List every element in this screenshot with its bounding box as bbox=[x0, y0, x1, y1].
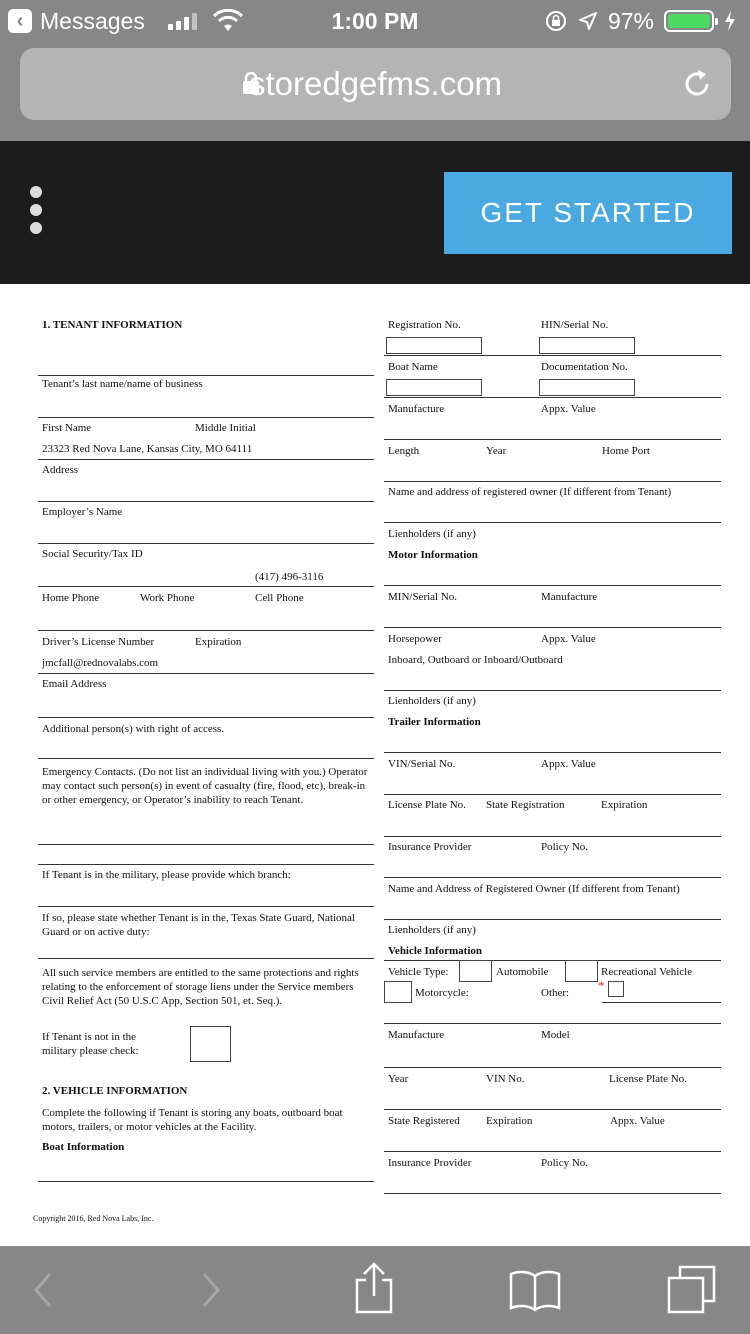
trailer-insurance-label: Insurance Provider bbox=[388, 841, 472, 853]
boat-info-heading: Boat Information bbox=[42, 1141, 125, 1153]
vehicle-policy-label: Policy No. bbox=[541, 1157, 589, 1169]
vehicle-type-label: Vehicle Type: bbox=[388, 966, 449, 978]
not-military-checkbox[interactable] bbox=[190, 1026, 231, 1062]
battery-icon bbox=[664, 10, 714, 32]
address-label: Address bbox=[42, 464, 79, 476]
email-label: Email Address bbox=[42, 678, 107, 690]
tabs-icon[interactable] bbox=[666, 1264, 718, 1316]
registered-owner-2-label: Name and Address of Registered Owner (If different from Tenant) bbox=[388, 883, 680, 895]
boat-lienholders-label: Lienholders (if any) bbox=[388, 528, 476, 540]
divider bbox=[38, 375, 374, 376]
divider bbox=[38, 958, 374, 959]
length-label: Length bbox=[388, 445, 420, 457]
back-icon[interactable] bbox=[30, 1266, 56, 1314]
back-app-label: Messages bbox=[40, 8, 145, 34]
first-name-label: First Name bbox=[42, 422, 92, 434]
emergency-contacts-text: Emergency Contacts. (Do not list an individual living with you.) Operator may contact such person(s) in event of casualty (fire, flood, etc), break-in or other emergency, or Operator’s inability to reach Tenant. bbox=[42, 766, 368, 806]
motor-value-label: Appx. Value bbox=[541, 633, 596, 645]
address-bar[interactable] bbox=[20, 48, 731, 120]
min-serial-label: MIN/Serial No. bbox=[388, 591, 458, 603]
bookmarks-icon[interactable] bbox=[508, 1268, 562, 1312]
vehicle-intro-text: Complete the following if Tenant is storing any boats, outboard boat motors, trailers, or motor vehicles at the Facility. bbox=[42, 1107, 343, 1133]
vehicle-license-plate-label: License Plate No. bbox=[609, 1073, 687, 1085]
state-registration-label: State Registration bbox=[486, 799, 565, 811]
registered-owner-label: Name and address of registered owner (If different from Tenant) bbox=[388, 486, 672, 498]
vehicle-section-heading: 2. VEHICLE INFORMATION bbox=[42, 1085, 188, 1097]
boat-value-label: Appx. Value bbox=[541, 403, 596, 415]
browser-toolbar bbox=[0, 1246, 750, 1334]
divider bbox=[384, 1067, 721, 1068]
divider bbox=[38, 543, 374, 544]
trailer-expiration-label: Expiration bbox=[601, 799, 648, 811]
registration-input[interactable] bbox=[386, 337, 482, 354]
divider bbox=[384, 836, 721, 837]
vehicle-expiration-label: Expiration bbox=[486, 1115, 533, 1127]
vehicle-year-label: Year bbox=[388, 1073, 409, 1085]
divider bbox=[384, 1023, 721, 1024]
vehicle-manufacture-label: Manufacture bbox=[388, 1029, 445, 1041]
divider bbox=[38, 1181, 374, 1182]
divider bbox=[384, 752, 721, 753]
ssn-label: Social Security/Tax ID bbox=[42, 548, 143, 560]
vehicle-info-heading: Vehicle Information bbox=[388, 945, 483, 957]
last-name-label: Tenant’s last name/name of business bbox=[42, 378, 203, 390]
trailer-lienholders-label: Lienholders (if any) bbox=[388, 924, 476, 936]
divider bbox=[384, 877, 721, 878]
forward-icon[interactable] bbox=[198, 1266, 224, 1314]
horsepower-label: Horsepower bbox=[388, 633, 442, 645]
address-value[interactable]: 23323 Red Nova Lane, Kansas City, MO 64111 bbox=[42, 443, 253, 455]
battery-percent: 97% bbox=[607, 8, 654, 34]
url-text: storedgefms.com bbox=[248, 65, 503, 102]
trailer-info-heading: Trailer Information bbox=[388, 716, 481, 728]
divider bbox=[384, 439, 721, 440]
registration-label: Registration No. bbox=[388, 319, 461, 331]
divider bbox=[384, 585, 721, 586]
model-label: Model bbox=[541, 1029, 570, 1041]
share-icon[interactable] bbox=[352, 1262, 396, 1314]
documentation-input[interactable] bbox=[539, 379, 635, 396]
recreational-small-checkbox[interactable] bbox=[608, 981, 624, 997]
charging-icon bbox=[724, 11, 736, 31]
inboard-label: Inboard, Outboard or Inboard/Outboard bbox=[388, 654, 563, 666]
motor-info-heading: Motor Information bbox=[388, 549, 478, 561]
divider bbox=[384, 397, 721, 398]
site-header bbox=[0, 141, 750, 284]
license-expiration-label: Expiration bbox=[195, 636, 242, 648]
divider bbox=[384, 1109, 721, 1110]
motorcycle-checkbox[interactable] bbox=[384, 981, 412, 1003]
trailer-policy-label: Policy No. bbox=[541, 841, 589, 853]
home-phone-label: Home Phone bbox=[42, 592, 100, 604]
email-value[interactable]: jmcfall@rednovalabs.com bbox=[42, 657, 159, 669]
divider bbox=[384, 481, 721, 482]
divider bbox=[38, 459, 374, 460]
boat-name-input[interactable] bbox=[386, 379, 482, 396]
license-label: Driver’s License Number bbox=[42, 636, 155, 648]
boat-manufacture-label: Manufacture bbox=[388, 403, 445, 415]
browser-chrome bbox=[0, 0, 750, 141]
additional-access-label: Additional person(s) with right of access. bbox=[42, 723, 225, 735]
divider bbox=[38, 673, 374, 674]
divider bbox=[384, 1151, 721, 1152]
cell-phone-value[interactable]: (417) 496-3116 bbox=[255, 571, 324, 583]
automobile-label: Automobile bbox=[496, 966, 549, 978]
trailer-value-label: Appx. Value bbox=[541, 758, 596, 770]
cell-phone-label: Cell Phone bbox=[255, 592, 304, 604]
service-members-text: All such service members are entitled to the same protections and rights relating to the enforcement of storage liens under the Service members Civil Relief Act (50 U.S.C App, Section 501, et. Seq.). bbox=[42, 967, 359, 1007]
status-right bbox=[544, 6, 736, 36]
divider bbox=[38, 864, 374, 865]
chevron-left-icon: ‹ bbox=[8, 9, 32, 33]
divider bbox=[38, 844, 374, 845]
middle-initial-label: Middle Initial bbox=[195, 422, 256, 434]
boat-name-label: Boat Name bbox=[388, 361, 438, 373]
not-military-label: If Tenant is not in the military please check: bbox=[42, 1031, 139, 1057]
divider bbox=[384, 1193, 721, 1194]
employer-label: Employer’s Name bbox=[42, 506, 123, 518]
divider bbox=[384, 960, 721, 961]
divider bbox=[38, 906, 374, 907]
documentation-label: Documentation No. bbox=[541, 361, 628, 373]
required-asterisk: * bbox=[598, 978, 605, 993]
clock: 1:00 PM bbox=[331, 8, 419, 34]
copyright: Copyright 2016, Red Nova Labs, Inc. bbox=[33, 1214, 154, 1223]
lease-form-document bbox=[0, 284, 750, 1246]
divider bbox=[38, 417, 374, 418]
divider bbox=[38, 586, 374, 587]
vehicle-insurance-label: Insurance Provider bbox=[388, 1157, 472, 1169]
automobile-checkbox[interactable] bbox=[459, 960, 492, 982]
recreational-label: Recreational Vehicle bbox=[601, 966, 693, 978]
get-started-button[interactable]: GET STARTED bbox=[444, 172, 732, 254]
divider bbox=[38, 630, 374, 631]
divider bbox=[384, 794, 721, 795]
divider bbox=[384, 355, 721, 356]
divider bbox=[38, 501, 374, 502]
divider bbox=[384, 919, 721, 920]
vin-no-label: VIN No. bbox=[486, 1073, 525, 1085]
hin-input[interactable] bbox=[539, 337, 635, 354]
vehicle-value-label: Appx. Value bbox=[610, 1115, 665, 1127]
reload-icon[interactable] bbox=[681, 68, 713, 100]
other-underline bbox=[602, 1002, 721, 1003]
motor-lienholders-label: Lienholders (if any) bbox=[388, 695, 476, 707]
location-icon bbox=[578, 11, 598, 31]
military-branch-label: If Tenant is in the military, please provide which branch: bbox=[42, 869, 291, 881]
home-port-label: Home Port bbox=[602, 445, 650, 457]
tenant-section-heading: 1. TENANT INFORMATION bbox=[42, 319, 183, 331]
license-plate-label: License Plate No. bbox=[388, 799, 466, 811]
divider bbox=[38, 717, 374, 718]
boat-year-label: Year bbox=[486, 445, 507, 457]
military-status-label: If so, please state whether Tenant is in the, Texas State Guard, National Guard or on active duty: bbox=[42, 912, 355, 938]
state-registered-label: State Registered bbox=[388, 1115, 460, 1127]
motorcycle-label: Motorcycle: bbox=[415, 987, 469, 999]
more-menu-icon[interactable] bbox=[30, 186, 48, 236]
vin-serial-label: VIN/Serial No. bbox=[388, 758, 456, 770]
divider bbox=[384, 627, 721, 628]
divider bbox=[384, 522, 721, 523]
rotation-lock-icon bbox=[544, 9, 568, 33]
divider bbox=[38, 758, 374, 759]
motor-manufacture-label: Manufacture bbox=[541, 591, 598, 603]
other-label: Other: bbox=[541, 987, 570, 999]
recreational-checkbox[interactable] bbox=[565, 960, 598, 982]
hin-label: HIN/Serial No. bbox=[541, 319, 609, 331]
work-phone-label: Work Phone bbox=[140, 592, 195, 604]
divider bbox=[384, 690, 721, 691]
